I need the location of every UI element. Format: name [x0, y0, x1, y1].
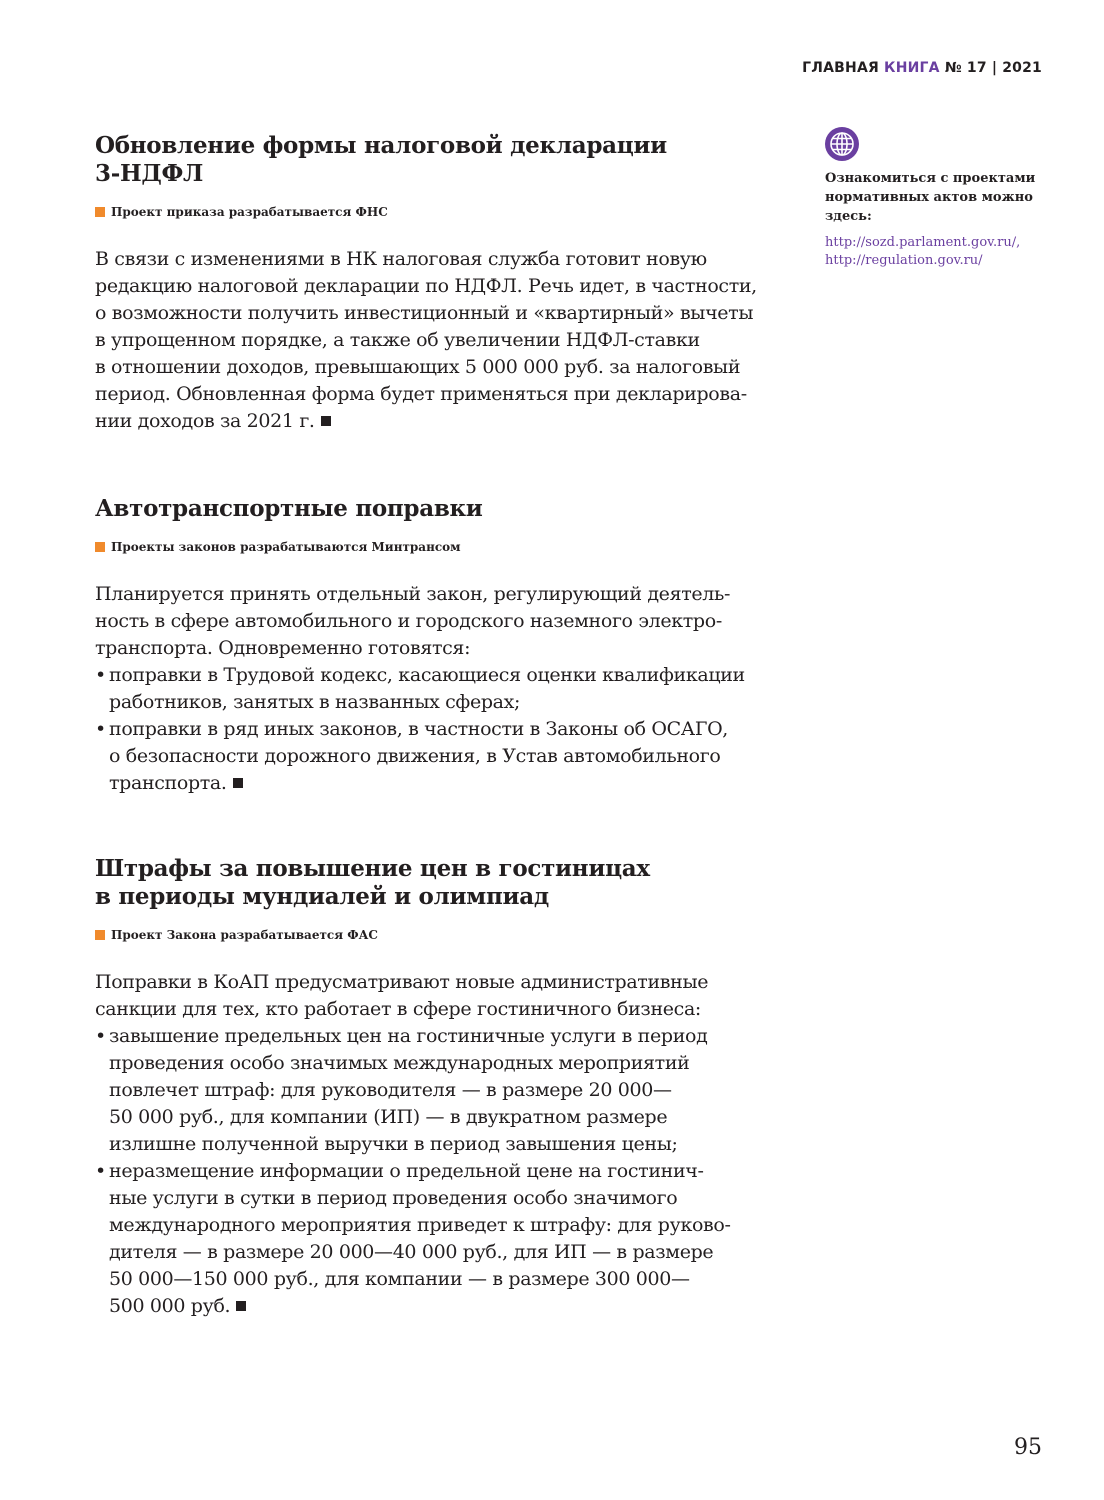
end-of-article-icon: [321, 416, 331, 426]
source-line: Проект Закона разрабатывается ФАС: [95, 927, 775, 943]
list-item: • завышение предельных цен на гостиничные услуги в период проведения особо значимых международных мероприятий повлечет штраф: для руководителя — в размере 20 000— 50 000 руб., для компании (ИП) — в двукратном размере излишне полученной выручки в период завышения цены;: [95, 1023, 775, 1158]
orange-square-icon: [95, 542, 105, 552]
section-body: [95, 969, 775, 1320]
sidebar-text: Ознакомиться с проектами нормативных актов можно здесь:: [825, 171, 1036, 224]
magazine-name-accent: КНИГА: [884, 60, 940, 76]
list-item: • поправки в Трудовой кодекс, касающиеся оценки квалификации работников, занятых в названных сферах;: [95, 662, 775, 716]
paragraph: Планируется принять отдельный закон, регулирующий деятель- ность в сфере автомобильного и городского наземного электро- транспорта. Одновременно готовятся:: [95, 583, 731, 659]
end-of-article-icon: [233, 778, 243, 788]
link-sozd[interactable]: http://sozd.parlament.gov.ru/,: [825, 235, 1021, 250]
bullet-list: [95, 1023, 775, 1320]
section-body: [95, 246, 775, 435]
issue-number: № 17 | 2021: [944, 60, 1042, 76]
section-title: Обновление формы налоговой декларации 3-НДФЛ: [95, 132, 667, 187]
orange-square-icon: [95, 930, 105, 940]
sidebar-links: [825, 234, 1055, 270]
globe-icon: [825, 127, 859, 161]
section-title: Штрафы за повышение цен в гостиницах в периоды мундиалей и олимпиад: [95, 855, 650, 910]
running-head: [802, 60, 1042, 76]
end-of-article-icon: [236, 1301, 246, 1311]
orange-square-icon: [95, 207, 105, 217]
bullet-list: [95, 662, 775, 797]
link-regulation[interactable]: http://regulation.gov.ru/: [825, 253, 983, 268]
section-ndfl: [95, 132, 775, 435]
list-item: • неразмещение информации о предельной цене на гостинич- ные услуги в сутки в период проведения особо значимого международного мероприятия приведет к штрафу: для руково- дителя — в размере 20 000—40 000 руб., для ИП — в размере 50 000—150 000 руб., для компании — в размере 300 000— 500 000 руб.: [95, 1158, 775, 1320]
section-auto: [95, 495, 775, 797]
paragraph: Поправки в КоАП предусматривают новые административные санкции для тех, кто работает в сфере гостиничного бизнеса:: [95, 971, 709, 1020]
section-body: [95, 581, 775, 797]
page-number: 95: [1014, 1435, 1042, 1460]
main-column: [95, 132, 775, 1320]
magazine-name: ГЛАВНАЯ: [802, 60, 879, 76]
source-line: Проекты законов разрабатываются Минтрансом: [95, 539, 775, 555]
list-item: • поправки в ряд иных законов, в частности в Законы об ОСАГО, о безопасности дорожного движения, в Устав автомобильного транспорта.: [95, 716, 775, 797]
section-hotels: [95, 855, 775, 1320]
sidebar-note: [825, 127, 1055, 270]
section-title: Автотранспортные поправки: [95, 495, 483, 522]
source-line: Проект приказа разрабатывается ФНС: [95, 204, 775, 220]
paragraph: В связи с изменениями в НК налоговая служба готовит новую редакцию налоговой декларации по НДФЛ. Речь идет, в частности, о возможности получить инвестиционный и «квартирный» вычеты в упрощенном порядке, а также об увеличении НДФЛ-ставки в отношении доходов, превышающих 5 000 000 руб. за налоговый период. Обновленная форма будет применяться при декларирова- нии доходов за 2021 г.: [95, 248, 757, 432]
